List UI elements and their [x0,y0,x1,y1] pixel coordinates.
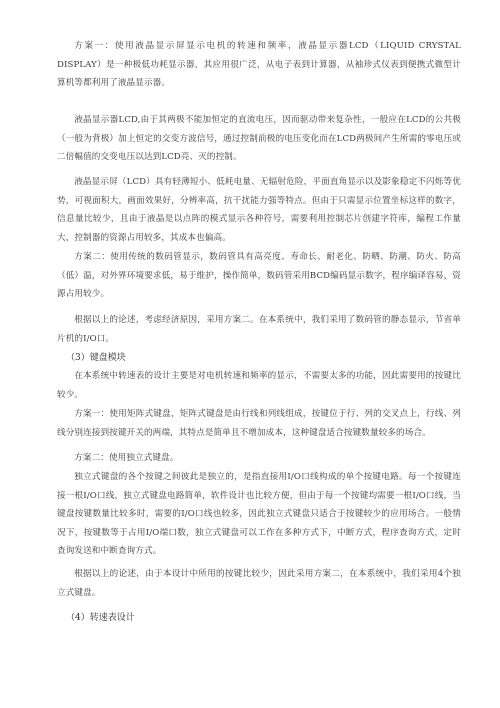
section-heading-tachometer: （4）转速表设计 [66,613,135,623]
paragraph-matrix-keyboard: 方案一：使用矩阵式键盘，矩阵式键盘是由行线和列线组成，按键位于行、列的交叉点上，行线、列线分别连接到按键开关的两端，其特点是简单且不增加成本，这种键盘适合按键数量较多的场合。 [57,409,461,438]
paragraph-keyboard-conclusion: 根据以上的论述，由于本设计中所用的按键比较少，因此采用方案二，在本系统中，我们采用4个独立式键盘。 [57,569,461,598]
paragraph-lcd-drive: 液晶显示器LCD,由于其两极不能加恒定的直流电压，因而驱动带来复杂性，一般应在LCD的公共极（一般为背极）加上恒定的交变方波信号，通过控制前极的电压变化而在LCD两极间产生所需的零电压或二倍幅值的交变电压以达到LCD亮、灭的控制。 [57,115,461,163]
paragraph-keyboard-scheme-two: 方案二：使用独立式键盘。 [74,453,179,463]
paragraph-keyboard-intro: 在本系统中转速表的设计主要是对电机转速和频率的显示，不需要太多的功能，因此需要用的按键比较少。 [57,371,461,400]
paragraph-independent-keyboard: 独立式键盘的各个按键之间彼此是独立的，是指直接用I/O口线构成的单个按键电路。每一个按键连接一根I/O口线，独立式键盘电路简单，软件设计也比较方便，但由于每一个按键均需要一根I/O口线，当键盘按键数量比较多时，需要的I/O口线也较多，因此独立式键盘只适合于按键较少的应用场合。一般情况下，按键数等于占用I/O端口数，独立式键盘可以工作在多种方式下，中断方式，程序查询方式，定时查询发送和中断查询方式。 [57,472,461,557]
paragraph-led-scheme-two: 方案二：使用传统的数码管显示，数码管具有高亮度、寿命长、耐老化、防晒、防潮、防火、防高（低）温，对外界环境要求低，易于维护，操作简单，数码管采用BCD编码显示数字，程序编译容易，资源占用较少。 [57,252,461,300]
paragraph-lcd-scheme-one: 方案一：使用液晶显示屏显示电机的转速和频率，液晶显示器LCD（LIQUID CRYSTAL DISPLAY）是一种极低功耗显示器，其应用很广泛，从电子表到计算器，从袖珍式仪表到便携式微型计算机等都利用了液晶显示器。 [57,41,461,89]
paragraph-lcd-features: 液晶显示屏（LCD）具有轻薄短小、低耗电量、无辐射危险，平面直角显示以及影象稳定不闪烁等优势，可视面积大，画面效果好，分辨率高，抗干扰能力强等特点。但由于只需显示位置坐标这样的数字，信息量比较少，且由于液晶是以点阵的模式显示各种符号，需要利用控制芯片创建字符库，编程工作量大，控制器的资源占用较多，其成本也偏高。 [57,177,461,243]
section-heading-keyboard: （3）键盘模块 [66,353,126,363]
paragraph-display-conclusion: 根据以上的论述，考虑经济原因，采用方案二。在本系统中，我们采用了数码管的静态显示，节省单片机的I/O口。 [57,315,461,344]
